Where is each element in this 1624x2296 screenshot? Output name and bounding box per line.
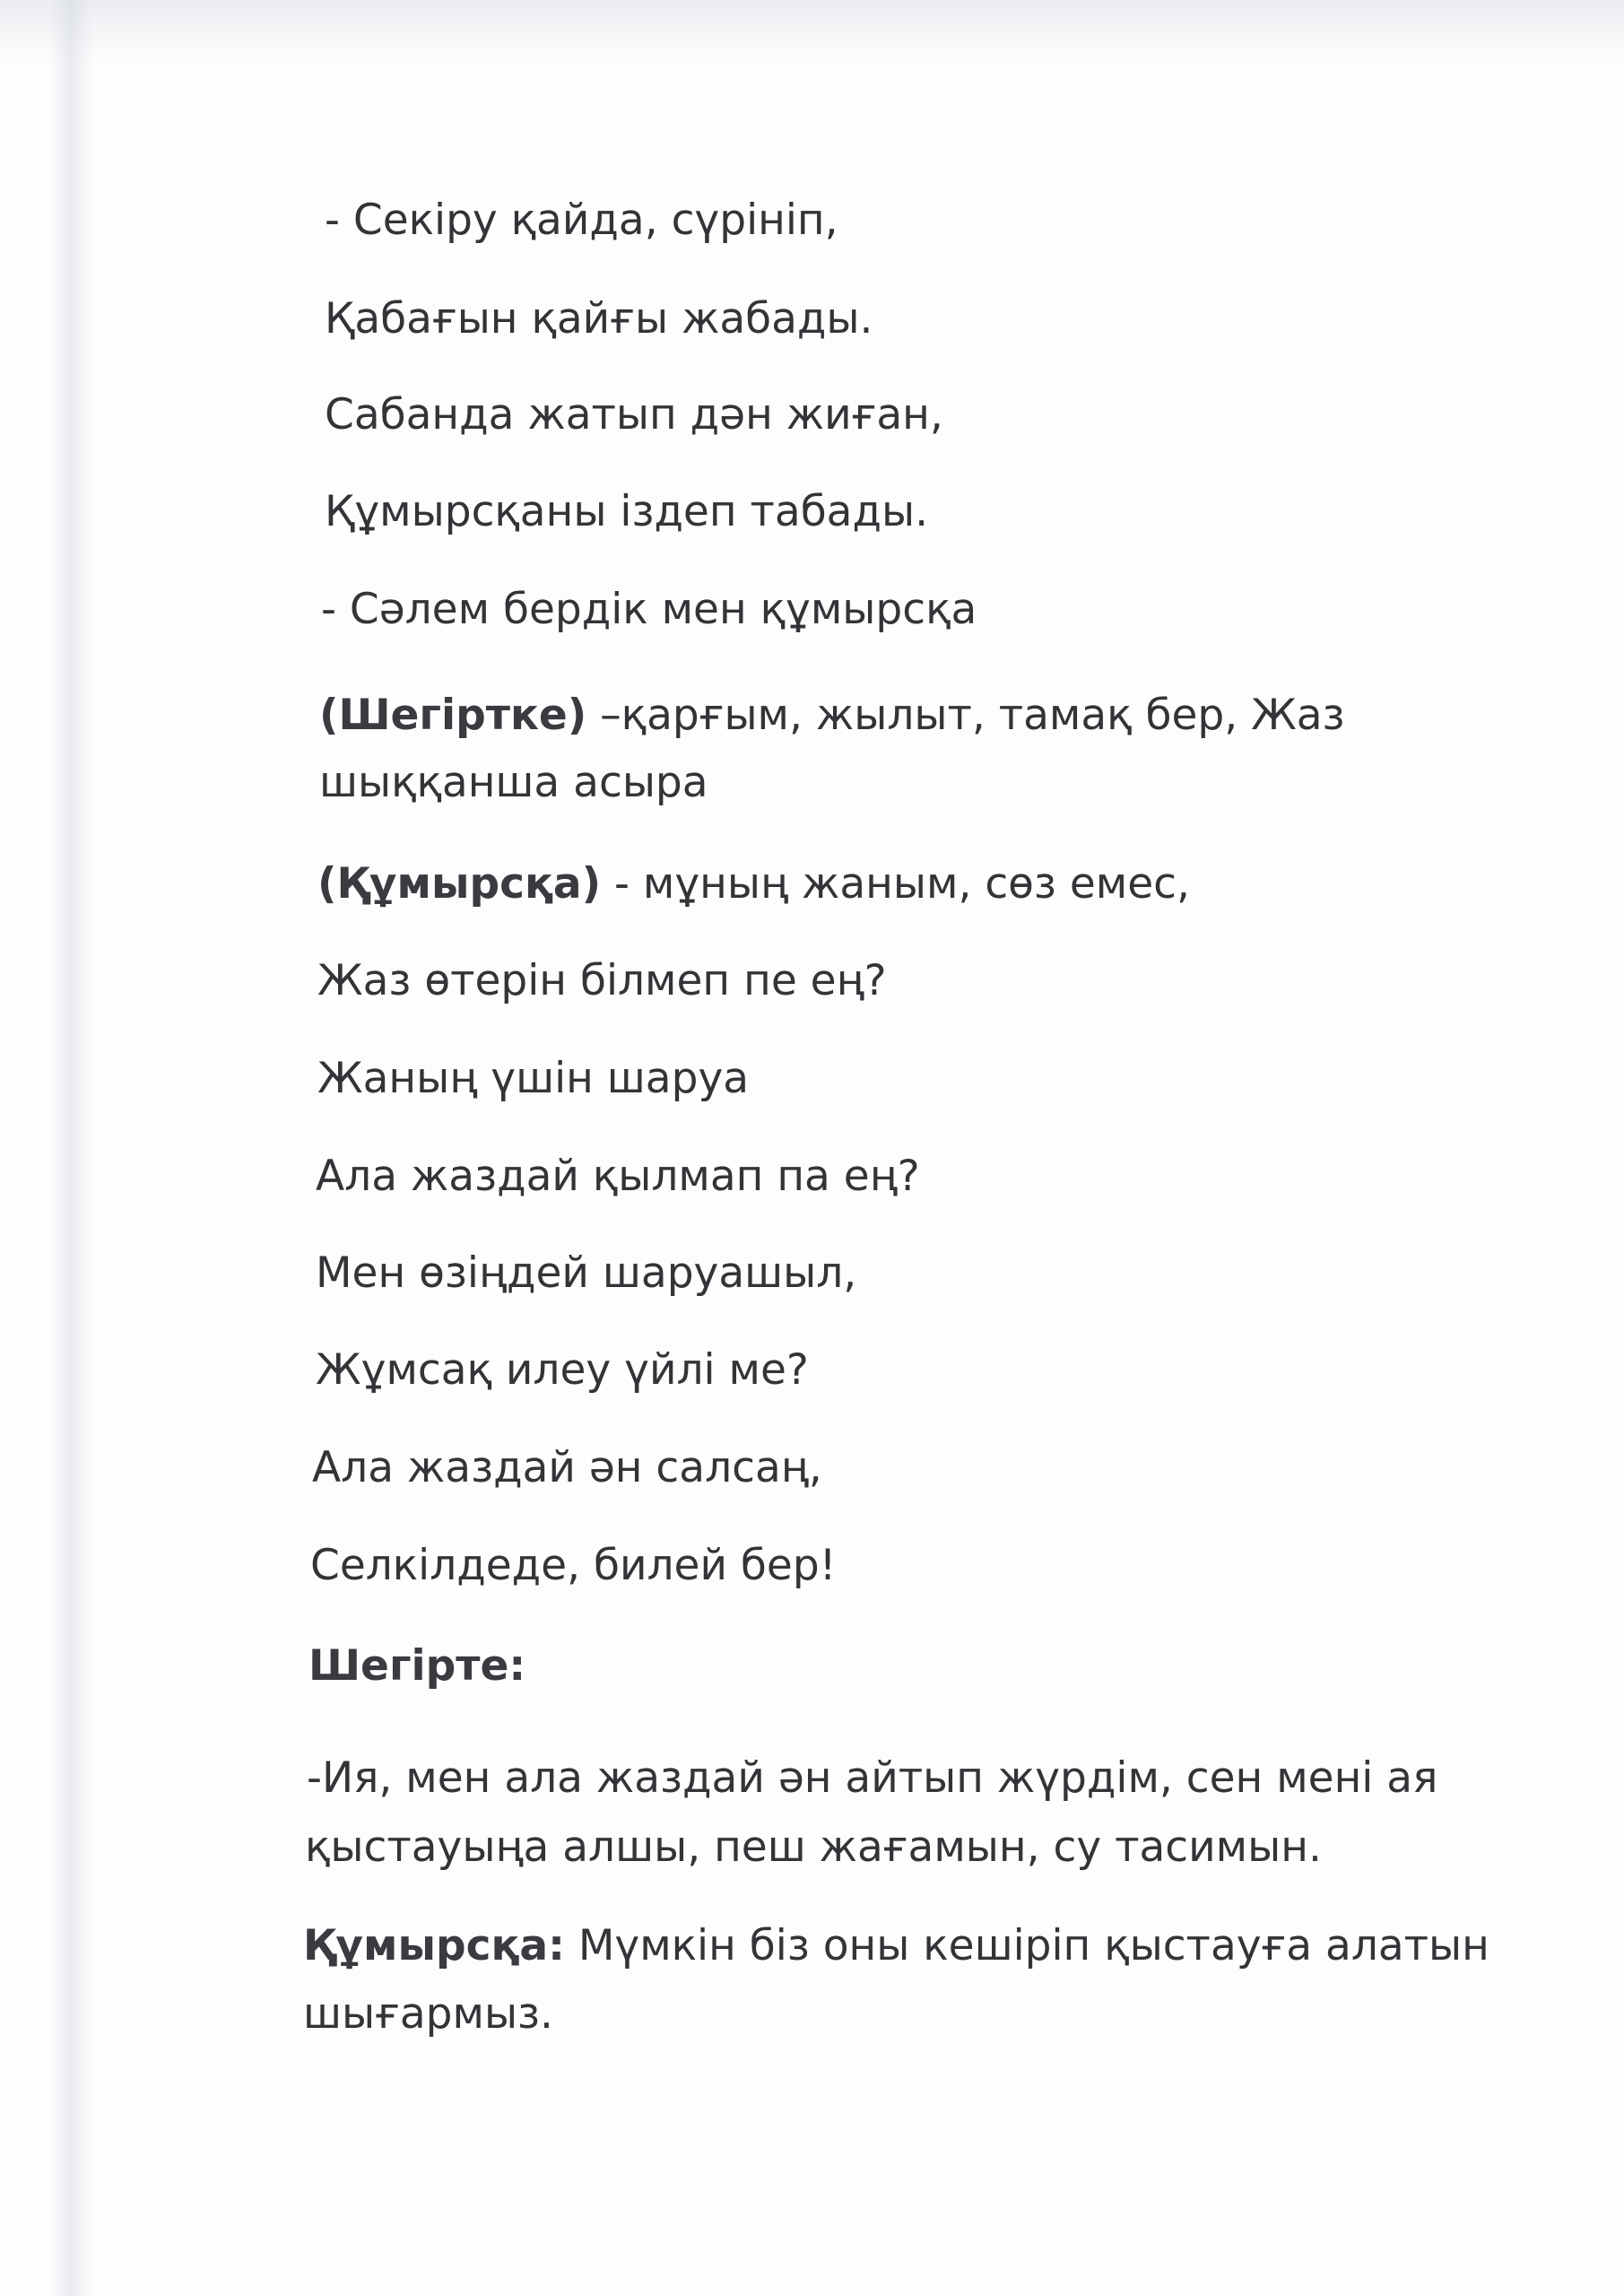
dialogue-text: Мүмкін біз оны кешіріп қыстауға алатын: [564, 1921, 1489, 1970]
text-line: шығармыз.: [303, 1989, 553, 2039]
text-line: Селкілдеде, билей бер!: [310, 1541, 837, 1590]
speaker-label: Шегірте:: [308, 1641, 526, 1691]
dialogue-line: [319, 691, 1345, 740]
text-line: Ала жаздай ән салсаң,: [312, 1443, 822, 1492]
speaker-label: Құмырсқа:: [303, 1921, 565, 1970]
dialogue-text: - мұның жаным, сөз емес,: [601, 859, 1190, 909]
text-line: Қабағын қайғы жабады.: [325, 294, 873, 344]
dialogue-line: [317, 859, 1190, 909]
text-line: шыққанша асыра: [319, 758, 708, 807]
text-line: - Секіру қайда, сүрініп,: [325, 196, 838, 245]
text-line: - Сәлем бердік мен құмырсқа: [321, 585, 977, 634]
text-line: Құмырсқаны іздеп табады.: [325, 487, 929, 536]
dialogue-line: [303, 1921, 1489, 1970]
text-line: -Ия, мен ала жаздай ән айтып жүрдім, сен мені ая: [307, 1753, 1438, 1803]
dialogue-text: –қарғым, жылыт, тамақ бер, Жаз: [586, 691, 1345, 740]
speaker-label: (Құмырсқа): [317, 859, 602, 909]
text-line: Ала жаздай қылмап па ең?: [316, 1152, 920, 1201]
text-line: Сабанда жатып дән жиған,: [325, 390, 943, 439]
text-line: Жаз өтерін білмеп пе ең?: [317, 956, 887, 1005]
text-line: Жұмсақ илеу үйлі ме?: [316, 1345, 809, 1395]
text-line: қыстауыңа алшы, пеш жағамын, су тасимын.: [305, 1822, 1322, 1872]
text-line: Жаның үшін шаруа: [317, 1054, 750, 1103]
text-line: Мен өзіңдей шаруашыл,: [316, 1248, 857, 1298]
speaker-label: (Шегіртке): [319, 691, 587, 740]
